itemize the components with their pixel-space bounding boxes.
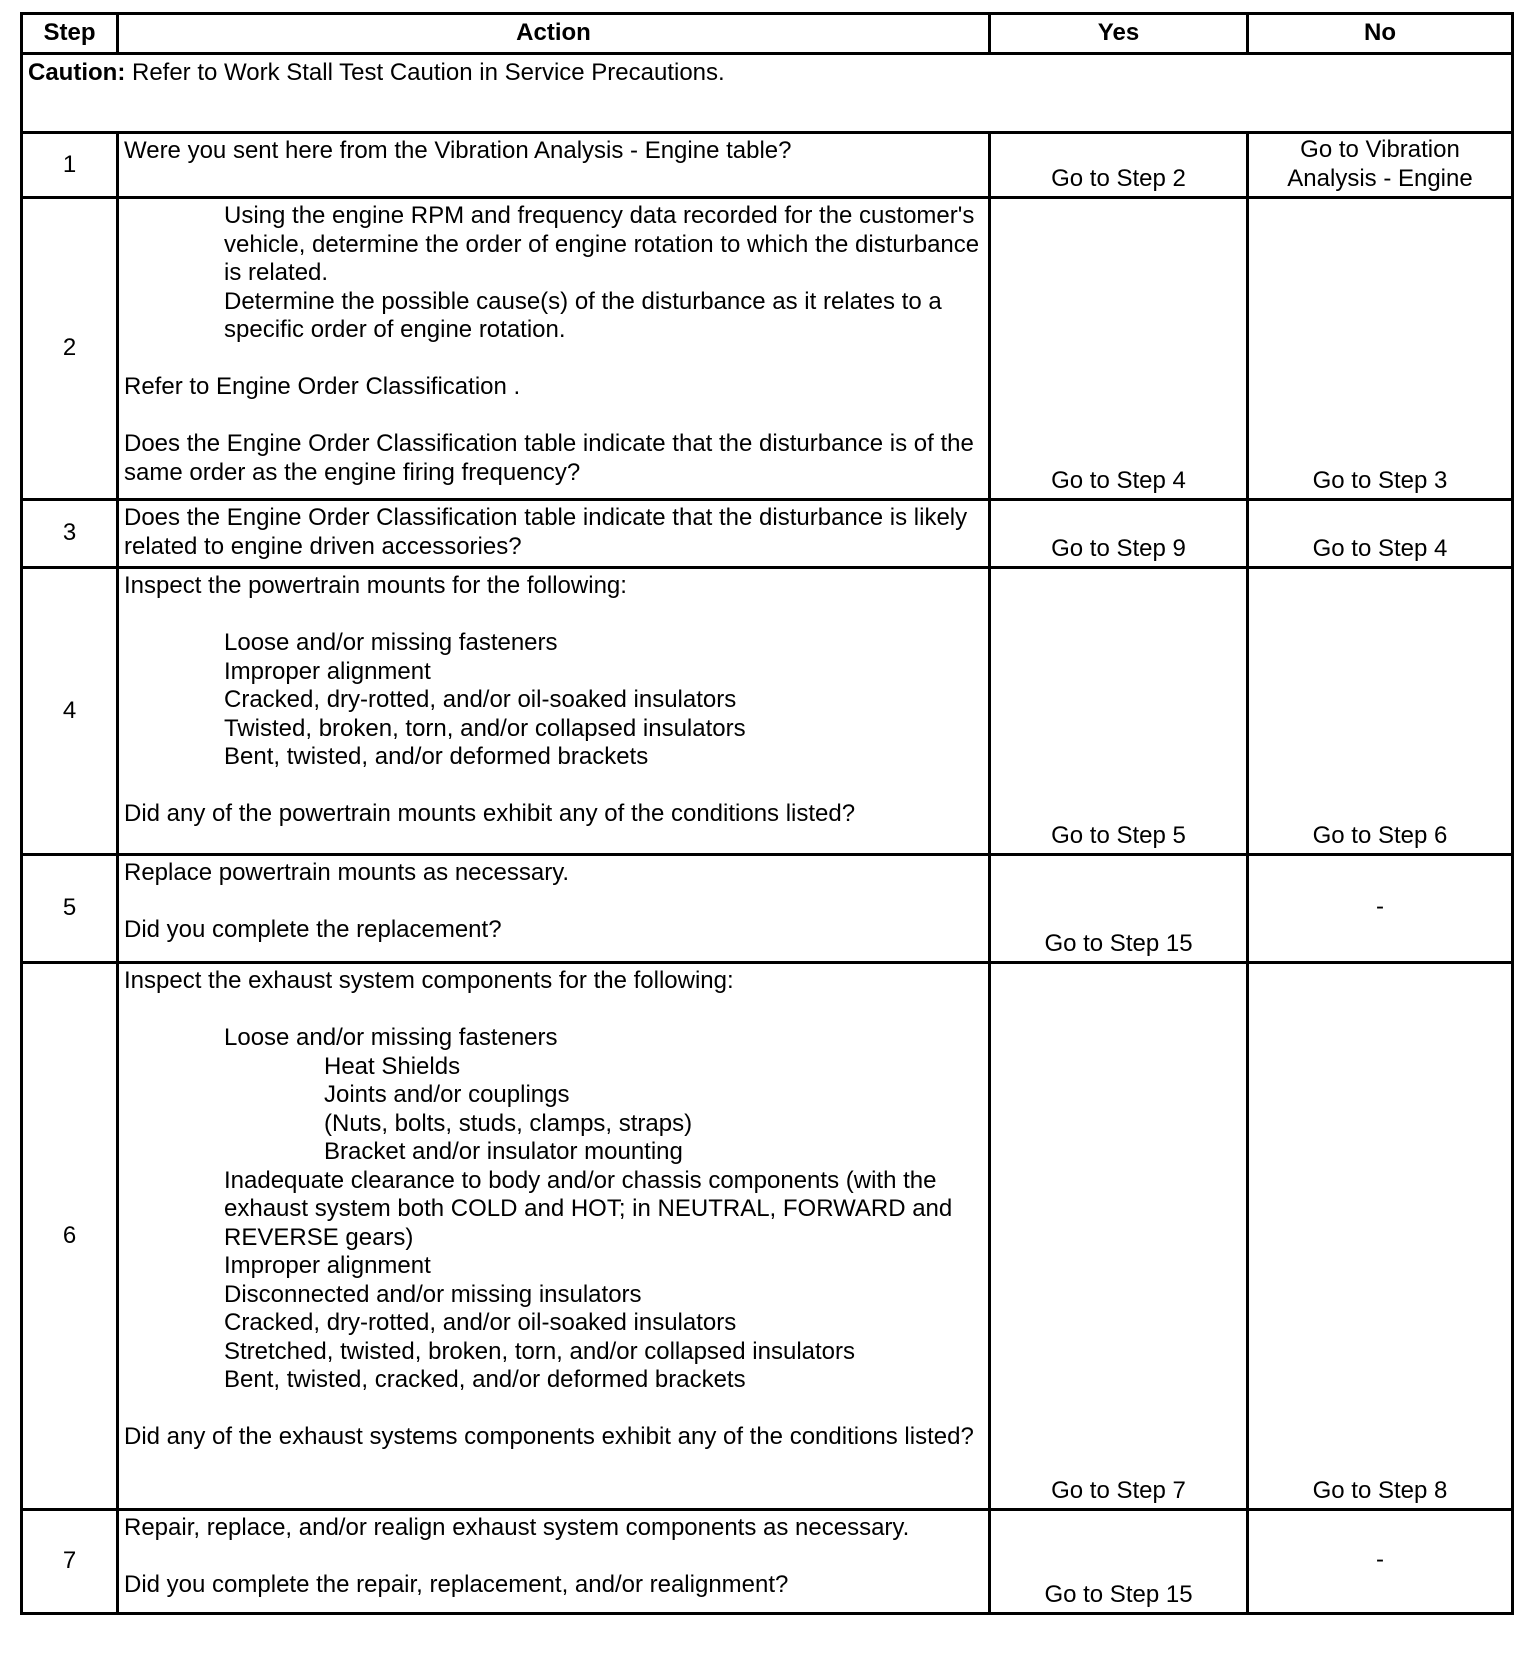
caution-row <box>22 54 1513 133</box>
instruction-text: Determine the possible cause(s) of the disturbance as it relates to a specific order of engine rotation. <box>224 287 942 343</box>
step-number: 7 <box>22 1510 118 1614</box>
spacer <box>124 888 982 917</box>
no-outcome: - <box>1248 855 1513 963</box>
step-number: 2 <box>22 198 118 500</box>
yes-outcome: Go to Step 15 <box>990 855 1248 963</box>
no-outcome: Go to Step 6 <box>1248 568 1513 855</box>
no-outcome: Go to Vibration Analysis - Engine <box>1248 133 1513 198</box>
list-item: Cracked, dry-rotted, and/or oil-soaked insulators <box>224 686 737 713</box>
instruction-text: Using the engine RPM and frequency data recorded for the customer's vehicle, determine the order of engine rotation to which the disturbance is related. <box>224 202 980 286</box>
header-no: No <box>1248 14 1513 54</box>
caution-cell <box>22 54 1513 133</box>
list-item: Loose and/or missing fasteners <box>224 1024 558 1051</box>
yes-outcome: Go to Step 9 <box>990 500 1248 568</box>
list-item: Disconnected and/or missing insulators <box>224 1280 642 1308</box>
list-item: Stretched, twisted, broken, torn, and/or collapsed insulators <box>224 1337 856 1365</box>
yes-outcome: Go to Step 5 <box>990 568 1248 855</box>
header-row <box>22 14 1513 54</box>
step-number: 1 <box>22 133 118 198</box>
sub-list-item: Joints and/or couplings <box>324 1081 570 1108</box>
question-text: Did any of the powertrain mounts exhibit any of the conditions listed? <box>124 800 856 827</box>
action-cell <box>118 133 990 198</box>
yes-outcome: Go to Step 15 <box>990 1510 1248 1614</box>
step-number: 6 <box>22 963 118 1510</box>
action-cell <box>118 568 990 855</box>
instruction-text: Repair, replace, and/or realign exhaust system components as necessary. <box>124 1514 910 1541</box>
table-row <box>22 500 1513 568</box>
spacer <box>124 1395 982 1424</box>
table-row <box>22 198 1513 500</box>
step-number: 3 <box>22 500 118 568</box>
diagnostic-table <box>20 12 1514 1615</box>
question-text: Does the Engine Order Classification table indicate that the disturbance is likely related to engine driven accessories? <box>124 504 968 560</box>
question-text: Does the Engine Order Classification table indicate that the disturbance is of the same order as the engine firing frequency? <box>124 430 974 486</box>
action-cell <box>118 1510 990 1614</box>
yes-outcome: Go to Step 7 <box>990 963 1248 1510</box>
table-row <box>22 855 1513 963</box>
list-item: Bent, twisted, cracked, and/or deformed brackets <box>224 1366 746 1393</box>
sub-list-item: Bracket and/or insulator mounting <box>324 1138 683 1165</box>
question-text: Did any of the exhaust systems components exhibit any of the conditions listed? <box>124 1423 974 1450</box>
step-number: 5 <box>22 855 118 963</box>
instruction-text: Inspect the exhaust system components for the following: <box>124 967 734 994</box>
no-outcome: Go to Step 8 <box>1248 963 1513 1510</box>
list-item: Loose and/or missing fasteners <box>224 629 558 656</box>
diagnostic-table-page <box>20 12 1514 1615</box>
header-step: Step <box>22 14 118 54</box>
spacer <box>124 1543 982 1572</box>
table-row <box>22 1510 1513 1614</box>
sub-list-item: (Nuts, bolts, studs, clamps, straps) <box>324 1109 693 1137</box>
no-outcome: - <box>1248 1510 1513 1614</box>
table-row <box>22 963 1513 1510</box>
caution-text: Refer to Work Stall Test Caution in Service Precautions. <box>125 59 725 86</box>
spacer <box>124 772 982 801</box>
step-number: 4 <box>22 568 118 855</box>
yes-outcome: Go to Step 4 <box>990 198 1248 500</box>
action-cell <box>118 500 990 568</box>
question-text: Did you complete the replacement? <box>124 916 502 943</box>
list-item: Bent, twisted, and/or deformed brackets <box>224 743 649 770</box>
table-row <box>22 568 1513 855</box>
sub-list-item: Heat Shields <box>324 1052 461 1080</box>
action-cell <box>118 198 990 500</box>
action-cell <box>118 855 990 963</box>
instruction-text: Inspect the powertrain mounts for the following: <box>124 572 627 599</box>
list-item: Twisted, broken, torn, and/or collapsed insulators <box>224 714 746 742</box>
action-cell <box>118 963 990 1510</box>
caution-label: Caution: <box>28 59 126 86</box>
no-outcome: Go to Step 3 <box>1248 198 1513 500</box>
list-item: Improper alignment <box>224 1252 431 1279</box>
spacer <box>124 996 982 1025</box>
spacer <box>124 402 982 431</box>
list-item: Cracked, dry-rotted, and/or oil-soaked insulators <box>224 1309 737 1336</box>
yes-outcome: Go to Step 2 <box>990 133 1248 198</box>
reference-text: Refer to Engine Order Classification . <box>124 373 521 400</box>
instruction-text: Replace powertrain mounts as necessary. <box>124 859 570 886</box>
header-yes: Yes <box>990 14 1248 54</box>
list-item: Inadequate clearance to body and/or chassis components (with the exhaust system both COLD and HOT; in NEUTRAL, FORWARD and REVERSE gears) <box>224 1166 953 1251</box>
list-item: Improper alignment <box>224 657 431 685</box>
question-text: Were you sent here from the Vibration Analysis - Engine table? <box>124 137 792 164</box>
header-action: Action <box>118 14 990 54</box>
no-outcome: Go to Step 4 <box>1248 500 1513 568</box>
question-text: Did you complete the repair, replacement, and/or realignment? <box>124 1571 789 1598</box>
table-row <box>22 133 1513 198</box>
spacer <box>124 345 982 374</box>
spacer <box>124 601 982 630</box>
